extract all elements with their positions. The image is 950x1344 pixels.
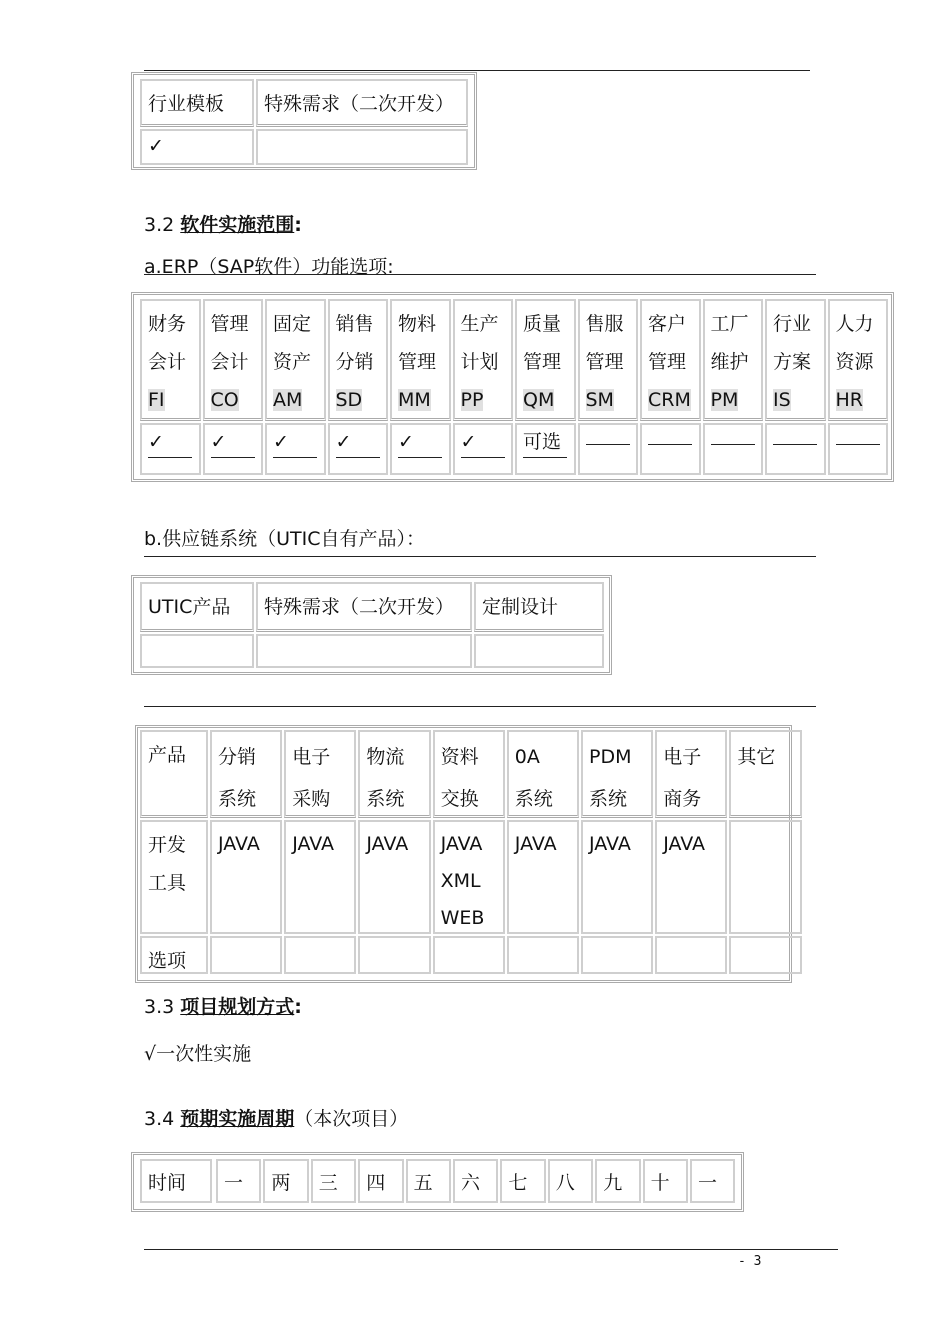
module-code-text: IS [773, 389, 791, 411]
erp-module-header [703, 299, 764, 421]
product-option-cell [210, 936, 282, 974]
module-code [836, 381, 881, 419]
erp-module-mark-cell [515, 423, 576, 475]
erp-module-mark-cell [703, 423, 764, 475]
module-mark: ✓ [461, 427, 505, 458]
product-tool-cell [729, 820, 801, 934]
erp-module-mark-cell [453, 423, 514, 475]
product-option-cell [729, 936, 801, 974]
erp-module-header [578, 299, 639, 421]
module-name-line1: 物料 [398, 313, 437, 335]
module-name-line2: 计划 [460, 351, 499, 373]
product-name-line1: 资料 [440, 746, 479, 768]
module-mark: ✓ [211, 427, 255, 458]
module-mark [773, 444, 817, 445]
module-name-line1: 质量 [523, 313, 562, 335]
erp-module-mark-cell [828, 423, 889, 475]
product-name-line1: 物流 [366, 746, 405, 768]
product-tool-cell [433, 820, 505, 934]
module-name-line2: 管理 [523, 351, 562, 373]
schedule-month: 三 [311, 1159, 356, 1203]
module-code-text: MM [398, 389, 431, 411]
supply-chain-label: b.供应链系统（UTIC自有产品）： [144, 528, 425, 550]
module-name-line2: 会计 [148, 351, 187, 373]
product-option-cell [507, 936, 579, 974]
product-header [284, 730, 356, 818]
module-name-line2: 会计 [210, 351, 249, 373]
erp-modules-table [131, 292, 894, 482]
module-mark [586, 444, 630, 445]
tool-name: JAVA [589, 833, 631, 855]
module-code [148, 381, 193, 419]
product-option-cell [581, 936, 653, 974]
tool-name: JAVA [292, 833, 335, 855]
schedule-month: 十 [643, 1159, 688, 1203]
module-mark [648, 444, 692, 445]
planning-method-value: √一次性实施 [144, 1043, 252, 1065]
product-name-line1: PDM [589, 746, 632, 768]
erp-module-header [328, 299, 389, 421]
module-code-text: CRM [648, 389, 691, 411]
schedule-month: 六 [453, 1159, 498, 1203]
table-header: 定制设计 [474, 582, 604, 632]
erp-module-header [265, 299, 326, 421]
product-header [729, 730, 801, 818]
erp-module-mark-cell [203, 423, 264, 475]
module-name-line1: 固定 [273, 313, 312, 335]
module-mark: ✓ [273, 427, 317, 458]
product-header [210, 730, 282, 818]
product-name-line1: 分销 [218, 746, 257, 768]
erp-module-mark-cell [390, 423, 451, 475]
product-tool-cell [210, 820, 282, 934]
product-option-cell [284, 936, 356, 974]
module-mark: 可选 [523, 427, 567, 458]
erp-module-mark-cell [328, 423, 389, 475]
erp-module-mark-cell [640, 423, 701, 475]
erp-module-header [140, 299, 201, 421]
module-name-line2: 分销 [335, 351, 374, 373]
erp-module-header [390, 299, 451, 421]
product-tool-cell [581, 820, 653, 934]
erp-module-mark-cell [765, 423, 826, 475]
product-option-cell [358, 936, 430, 974]
rule [144, 706, 816, 707]
table-header: 行业模板 [140, 79, 254, 127]
section-3-2-heading: 3.2 软件实施范围: [144, 214, 302, 236]
module-code [398, 381, 443, 419]
page-number: - 3 [738, 1254, 762, 1269]
tool-name: JAVA [366, 833, 409, 855]
product-name-line2: 采购 [292, 788, 331, 810]
product-name-line2: 交换 [440, 788, 479, 810]
schedule-table [131, 1152, 744, 1212]
product-name-line2: 系统 [366, 788, 405, 810]
module-code-text: SM [585, 389, 614, 411]
module-name-line1: 售服 [585, 313, 624, 335]
section-3-3-heading: 3.3 项目规划方式: [144, 996, 302, 1018]
footer-rule [144, 1249, 838, 1250]
module-mark [836, 444, 880, 445]
module-code [273, 381, 318, 419]
schedule-month: 一 [690, 1159, 735, 1203]
module-mark [711, 444, 755, 445]
module-mark: ✓ [148, 427, 192, 458]
erp-module-header [203, 299, 264, 421]
erp-module-header [765, 299, 826, 421]
utic-product-table [131, 575, 612, 675]
products-table [135, 725, 792, 983]
section-3-4-heading: 3.4 预期实施周期（本次项目） [144, 1108, 409, 1130]
product-name-line2: 系统 [589, 788, 628, 810]
module-code [773, 381, 818, 419]
module-name-line2: 管理 [585, 351, 624, 373]
module-name-line1: 销售 [335, 313, 374, 335]
tool-name: JAVA [663, 833, 706, 855]
schedule-label: 时间 [140, 1159, 212, 1203]
module-mark: ✓ [336, 427, 380, 458]
module-code-text: PP [460, 389, 484, 411]
module-code-text: SD [335, 389, 363, 411]
industry-template-table [131, 72, 477, 170]
rule [144, 556, 816, 557]
product-name-line2: 系统 [514, 788, 553, 810]
table-cell [140, 634, 254, 668]
module-name-line2: 管理 [648, 351, 687, 373]
table-cell [474, 634, 604, 668]
module-name-line1: 行业 [773, 313, 812, 335]
module-code [648, 381, 693, 419]
schedule-month: 五 [406, 1159, 451, 1203]
row-label: 产品 [140, 730, 208, 818]
tool-name: JAVA [218, 833, 260, 855]
module-code [711, 381, 756, 419]
product-tool-cell [507, 820, 579, 934]
tool-name: JAVA [514, 833, 557, 855]
product-name-line1: 电子 [292, 746, 331, 768]
rule [144, 274, 816, 275]
schedule-month: 八 [548, 1159, 593, 1203]
module-name-line2: 资产 [273, 351, 312, 373]
module-name-line2: 资源 [835, 351, 874, 373]
product-option-cell [433, 936, 505, 974]
module-name-line2: 方案 [773, 351, 812, 373]
erp-options-label: a.ERP（SAP软件）功能选项: [144, 256, 394, 278]
module-code-text: PM [710, 389, 739, 411]
product-tool-cell [284, 820, 356, 934]
module-code [461, 381, 506, 419]
module-name-line1: 生产 [460, 313, 499, 335]
product-header [655, 730, 727, 818]
erp-module-header [640, 299, 701, 421]
schedule-month: 七 [500, 1159, 545, 1203]
schedule-month: 四 [358, 1159, 403, 1203]
row-label: 开发工具 [140, 820, 208, 934]
module-name-line2: 管理 [398, 351, 437, 373]
table-header: 特殊需求（二次开发） [256, 79, 468, 127]
tool-name: XML [440, 870, 481, 892]
module-name-line2: 维护 [710, 351, 749, 373]
erp-module-header [515, 299, 576, 421]
table-header: 特殊需求（二次开发） [256, 582, 472, 632]
module-code-text: HR [835, 389, 863, 411]
module-code-text: FI [148, 389, 165, 411]
erp-module-mark-cell [578, 423, 639, 475]
table-header: UTIC产品 [140, 582, 254, 632]
schedule-month: 九 [595, 1159, 640, 1203]
erp-module-header [453, 299, 514, 421]
module-name-line1: 客户 [648, 313, 687, 335]
row-label: 选项 [140, 936, 208, 974]
tool-name: WEB [440, 907, 485, 929]
product-header [358, 730, 430, 818]
module-name-line1: 人力 [835, 313, 874, 335]
product-name-line1: 其它 [737, 746, 776, 768]
module-code [336, 381, 381, 419]
module-mark: ✓ [398, 427, 442, 458]
module-name-line1: 工厂 [710, 313, 749, 335]
schedule-month: 一 [216, 1159, 261, 1203]
top-rule [144, 70, 810, 71]
module-code [523, 381, 568, 419]
product-name-line2: 系统 [218, 788, 257, 810]
module-code-text: AM [273, 389, 303, 411]
product-header [581, 730, 653, 818]
product-name-line1: 0A [514, 746, 540, 768]
product-name-line1: 电子 [663, 746, 702, 768]
module-code [211, 381, 256, 419]
erp-module-mark-cell [140, 423, 201, 475]
module-code [586, 381, 631, 419]
module-code-text: QM [523, 389, 555, 411]
product-tool-cell [655, 820, 727, 934]
module-name-line1: 财务 [148, 313, 187, 335]
table-cell: ✓ [140, 129, 254, 165]
erp-module-header [828, 299, 889, 421]
tool-name: JAVA [440, 833, 483, 855]
table-cell [256, 634, 472, 668]
schedule-month: 两 [263, 1159, 308, 1203]
product-header [433, 730, 505, 818]
product-option-cell [655, 936, 727, 974]
erp-module-mark-cell [265, 423, 326, 475]
module-name-line1: 管理 [210, 313, 249, 335]
module-code-text: CO [210, 389, 239, 411]
table-cell [256, 129, 468, 165]
product-header [507, 730, 579, 818]
product-tool-cell [358, 820, 430, 934]
product-name-line2: 商务 [663, 788, 702, 810]
